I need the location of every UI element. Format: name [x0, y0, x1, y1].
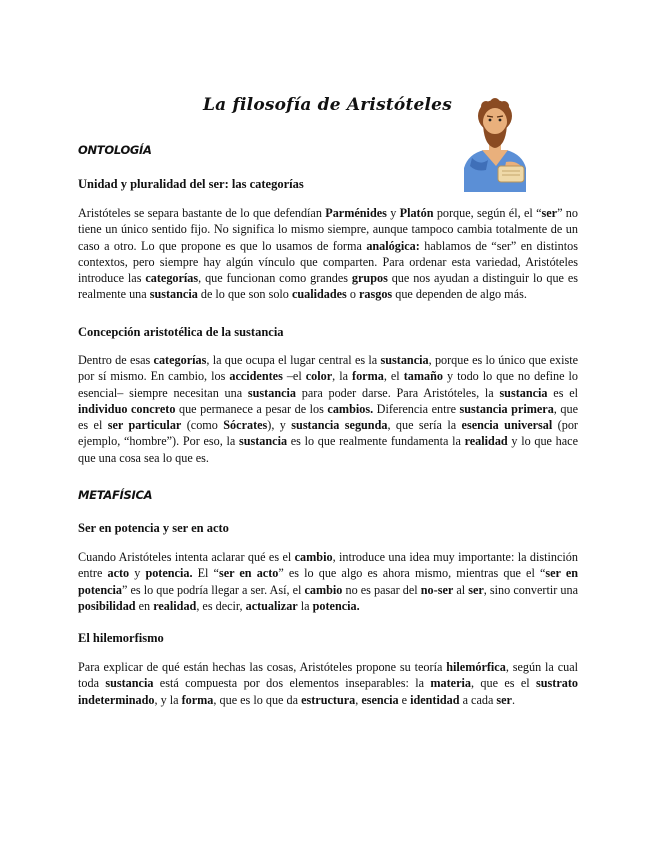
text-run: ” es lo que podría llegar a ser. Así, el: [122, 582, 305, 597]
bold-term: cambio: [304, 582, 343, 597]
bold-term: identidad: [410, 692, 460, 707]
bold-term: actualizar: [245, 598, 298, 613]
text-run: que dependen de algo más.: [392, 287, 527, 302]
text-run: ), y: [267, 418, 292, 433]
text-run: , que es el: [78, 401, 578, 433]
text-run: , la: [332, 369, 353, 384]
bold-term: sustancia: [247, 385, 296, 400]
bold-term: ser particular: [107, 418, 182, 433]
text-run: y lo que hace que una cosa sea lo que es.: [78, 434, 578, 465]
bold-term: ser en acto: [218, 566, 279, 581]
bold-term: sustancia: [105, 676, 154, 691]
text-run: en: [135, 598, 154, 613]
bold-term: posibilidad: [78, 598, 136, 613]
text-run: , porque es lo único que existe por sí mismo. En cambio, los: [78, 353, 578, 384]
bold-term: esencia: [361, 692, 399, 707]
bold-term: Platón: [399, 206, 434, 220]
bold-term: sustancia: [499, 385, 548, 400]
bold-term: color: [305, 369, 333, 384]
subhead-sustancia: Concepción aristotélica de la sustancia: [78, 325, 284, 339]
bold-term: forma: [352, 369, 384, 384]
paragraph-hilemorfismo: [78, 659, 578, 708]
text-run: no es pasar del: [342, 582, 421, 597]
text-run: , según la cual toda: [78, 660, 578, 691]
bold-term: esencia universal: [461, 418, 553, 433]
bold-term: rasgos: [358, 287, 393, 302]
bold-term: acto: [107, 566, 130, 581]
text-run: ” es lo que algo es ahora mismo, mientras que el “: [278, 566, 546, 581]
bold-term: realidad: [153, 598, 197, 613]
page-title: La filosofía de Aristóteles: [203, 95, 452, 115]
bold-term: estructura: [301, 692, 356, 707]
bold-term: grupos: [351, 271, 388, 286]
text-run: hablamos de “ser” en distintos contextos, pero siempre hay algún vínculo que comparten. Para ordenar esta variedad, Aristóteles introduce las: [78, 238, 578, 286]
paragraph-potencia: [78, 549, 578, 614]
text-run: , que funcionan como grandes: [198, 271, 352, 286]
text-run: Para explicar de qué están hechas las cosas, Aristóteles propone su teoría: [78, 660, 447, 674]
text-run: y: [386, 206, 400, 220]
subhead-unidad: Unidad y pluralidad del ser: las categorías: [78, 177, 304, 191]
bold-term: individuo concreto: [78, 401, 176, 416]
section-ontologia: ONTOLOGÍA: [78, 143, 152, 157]
bold-term: categorías: [153, 353, 207, 367]
text-run: para poder darse. Para Aristóteles, la: [296, 385, 500, 400]
text-run: e: [398, 692, 411, 707]
bold-term: Parménides: [325, 206, 387, 220]
text-run: y: [129, 566, 146, 581]
text-run: (como: [181, 418, 224, 433]
bold-term: cambio: [294, 550, 333, 564]
bold-term: sustancia: [238, 434, 288, 449]
text-run: o: [346, 287, 359, 302]
text-run: , que es el: [470, 676, 537, 691]
text-run: Cuando Aristóteles intenta aclarar qué es el: [78, 550, 295, 564]
text-run: ,: [355, 692, 362, 707]
text-run: Aristóteles se separa bastante de lo que defendían: [78, 206, 326, 220]
text-run: que permanece a pesar de los: [175, 401, 328, 416]
text-run: , es decir,: [196, 598, 246, 613]
bold-term: categorías: [145, 271, 199, 286]
bold-term: sustancia segunda: [291, 418, 388, 433]
bold-term: analógica:: [366, 238, 420, 253]
bold-term: ser: [468, 582, 484, 597]
bold-term: forma: [181, 692, 214, 707]
text-run: a cada: [459, 692, 497, 707]
text-run: –el: [282, 369, 306, 384]
paragraph-categorias: [78, 205, 578, 303]
bold-term: realidad: [464, 434, 508, 449]
subhead-potencia: Ser en potencia y ser en acto: [78, 521, 229, 535]
text-run: El “: [192, 566, 219, 581]
section-metafisica: METAFÍSICA: [78, 488, 153, 502]
text-run: (por ejemplo, “hombre”). Por eso, la: [78, 418, 578, 449]
text-run: que nos ayudan a distinguir lo que es realmente una: [78, 271, 578, 302]
aristotle-portrait-icon: [458, 96, 532, 192]
text-run: , la que ocupa el lugar central es la: [206, 353, 381, 367]
bold-term: hilemórfica: [446, 660, 506, 674]
bold-term: no-ser: [420, 582, 454, 597]
text-run: , introduce una idea muy importante: la distinción entre: [78, 550, 578, 581]
bold-term: sustancia: [380, 353, 429, 367]
text-run: , y la: [154, 692, 182, 707]
text-run: porque, según él, el “: [433, 206, 542, 220]
text-run: de lo que son solo: [197, 287, 292, 302]
bold-term: tamaño: [403, 369, 443, 384]
text-run: Diferencia entre: [373, 401, 460, 416]
subhead-hilemorfismo: El hilemorfismo: [78, 631, 164, 645]
text-run: , sino convertir una: [483, 582, 578, 597]
text-run: , que es lo que da: [213, 692, 302, 707]
bold-term: accidentes: [229, 369, 283, 384]
bold-term: sustrato indeterminado: [78, 676, 578, 707]
text-run: .: [511, 692, 516, 707]
text-run: es lo que realmente fundamenta la: [287, 434, 465, 449]
text-run: , que sería la: [387, 418, 462, 433]
bold-term: ser: [496, 692, 512, 707]
text-run: y todo lo que no define lo esencial– siempre necesitan una: [78, 369, 579, 400]
text-run: , el: [383, 369, 404, 384]
bold-term: sustancia: [149, 287, 198, 302]
bold-term: materia: [430, 676, 471, 691]
text-run: está compuesta por dos elementos inseparables: la: [153, 676, 431, 691]
bold-term: cambios.: [327, 401, 374, 416]
paragraph-sustancia: [78, 352, 578, 466]
bold-term: cualidades: [291, 287, 347, 302]
bold-term: potencia.: [145, 566, 193, 581]
text-run: Dentro de esas: [78, 353, 154, 367]
bold-term: sustancia primera: [459, 401, 554, 416]
text-run: al: [453, 582, 469, 597]
text-run: ” no tiene un único sentido fijo. No significa lo mismo siempre, aunque tampoco cambia totalmente de un caso a otro. Lo que propone es que lo usamos de forma: [78, 206, 578, 253]
bold-term: Sócrates: [223, 418, 268, 433]
bold-term: ser: [541, 206, 558, 220]
text-run: es el: [547, 385, 579, 400]
bold-term: potencia.: [312, 598, 360, 613]
bold-term: ser en potencia: [78, 566, 579, 597]
text-run: la: [297, 598, 313, 613]
